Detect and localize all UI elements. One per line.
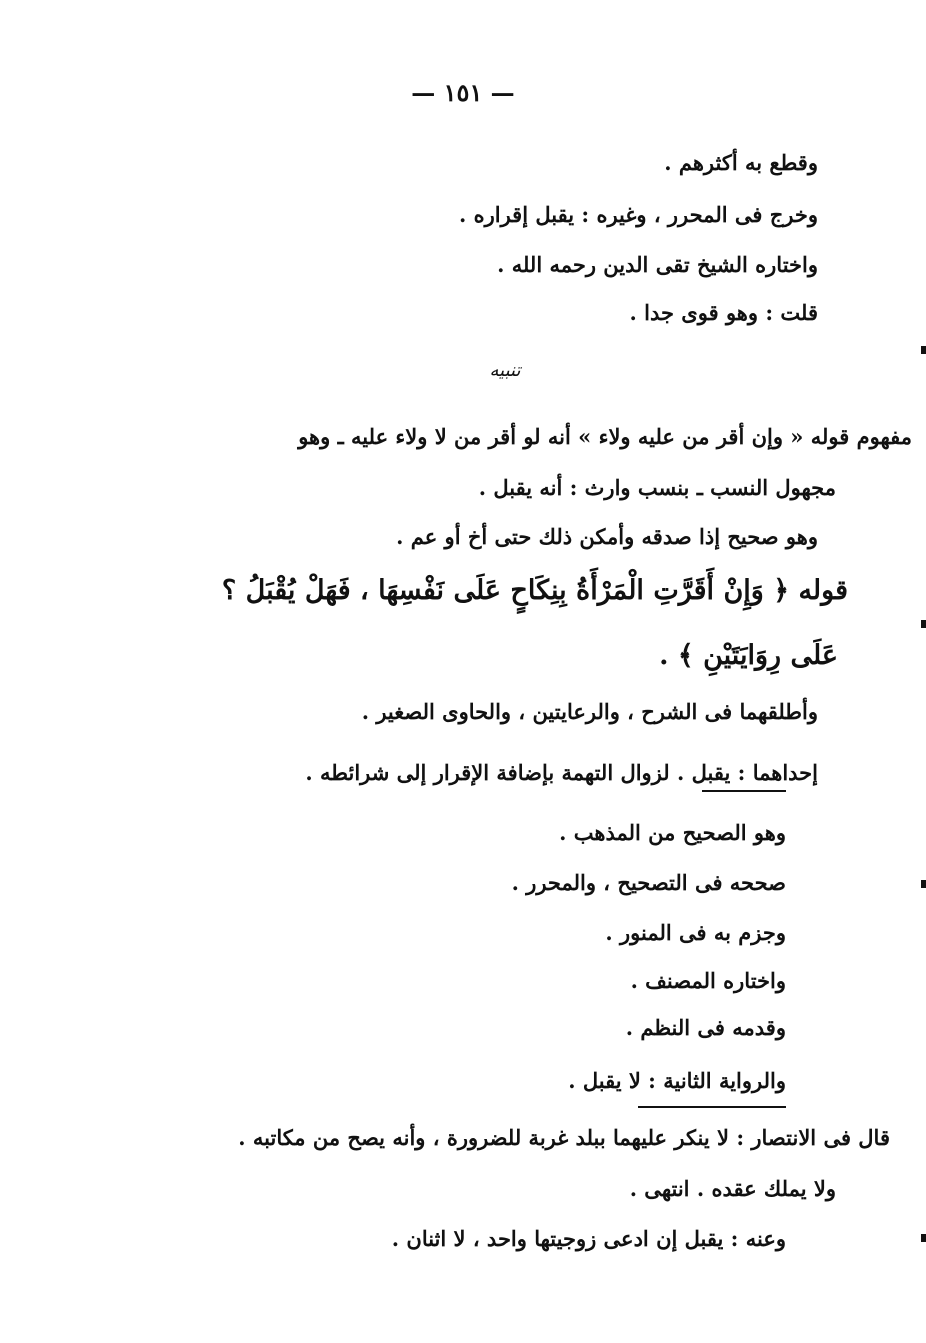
text-line-8: وأطلقهما فى الشرح ، والرعايتين ، والحاوى الصغير . xyxy=(361,699,818,724)
section-heading: تنبيه xyxy=(489,360,521,381)
text-line-14: وقدمه فى النظم . xyxy=(625,1015,786,1040)
text-line-11: صححه فى التصحيح ، والمحرر . xyxy=(511,870,786,895)
text-line-2: وخرج فى المحرر ، وغيره : يقبل إقراره . xyxy=(459,202,818,227)
margin-mark-2 xyxy=(921,620,926,628)
text-line-13: واختاره المصنف . xyxy=(630,968,786,993)
margin-mark-3 xyxy=(921,880,926,888)
margin-mark-4 xyxy=(921,1234,926,1242)
text-line-9: إحداهما : يقبل . لزوال التهمة بإضافة الإقرار إلى شرائطه . xyxy=(305,760,818,785)
text-line-7: وهو صحيح إذا صدقه وأمكن ذلك حتى أخ أو عم . xyxy=(396,524,818,549)
text-line-18: وعنه : يقبل إن ادعى زوجيتها واحد ، لا اثنان . xyxy=(391,1226,786,1251)
underline-mark-1 xyxy=(702,790,786,792)
text-line-6: مجهول النسب ـ بنسب وارث : أنه يقبل . xyxy=(478,475,836,500)
text-line-1: وقطع به أكثرهم . xyxy=(664,150,818,175)
text-line-17: ولا يملك عقده . انتهى . xyxy=(629,1176,836,1201)
text-line-4: قلت : وهو قوى جدا . xyxy=(629,300,818,325)
text-line-15: والرواية الثانية : لا يقبل . xyxy=(568,1068,786,1093)
text-line-16: قال فى الانتصار : لا ينكر عليهما ببلد غربة للضرورة ، وأنه يصح من مكاتبه . xyxy=(238,1125,890,1150)
page-number: — ١٥١ — xyxy=(411,78,515,107)
text-line-12: وجزم به فى المنور . xyxy=(605,920,786,945)
quran-line-2: عَلَى رِوَايَتَيْنِ ﴾ . xyxy=(659,640,838,671)
text-line-3: واختاره الشيخ تقى الدين رحمه الله . xyxy=(497,252,818,277)
text-line-5: مفهوم قوله « وإن أقر من عليه ولاء » أنه لو أقر من لا ولاء عليه ـ وهو xyxy=(298,424,912,449)
underline-mark-2 xyxy=(638,1106,786,1108)
margin-mark-1 xyxy=(921,346,926,354)
text-line-10: وهو الصحيح من المذهب . xyxy=(559,820,786,845)
quran-line-1: قوله ﴿ وَإِنْ أَقَرَّتِ الْمَرْأَةُ بِنِكَاحٍ عَلَى نَفْسِهَا ، فَهَلْ يُقْبَلُ ؟ xyxy=(221,575,848,606)
